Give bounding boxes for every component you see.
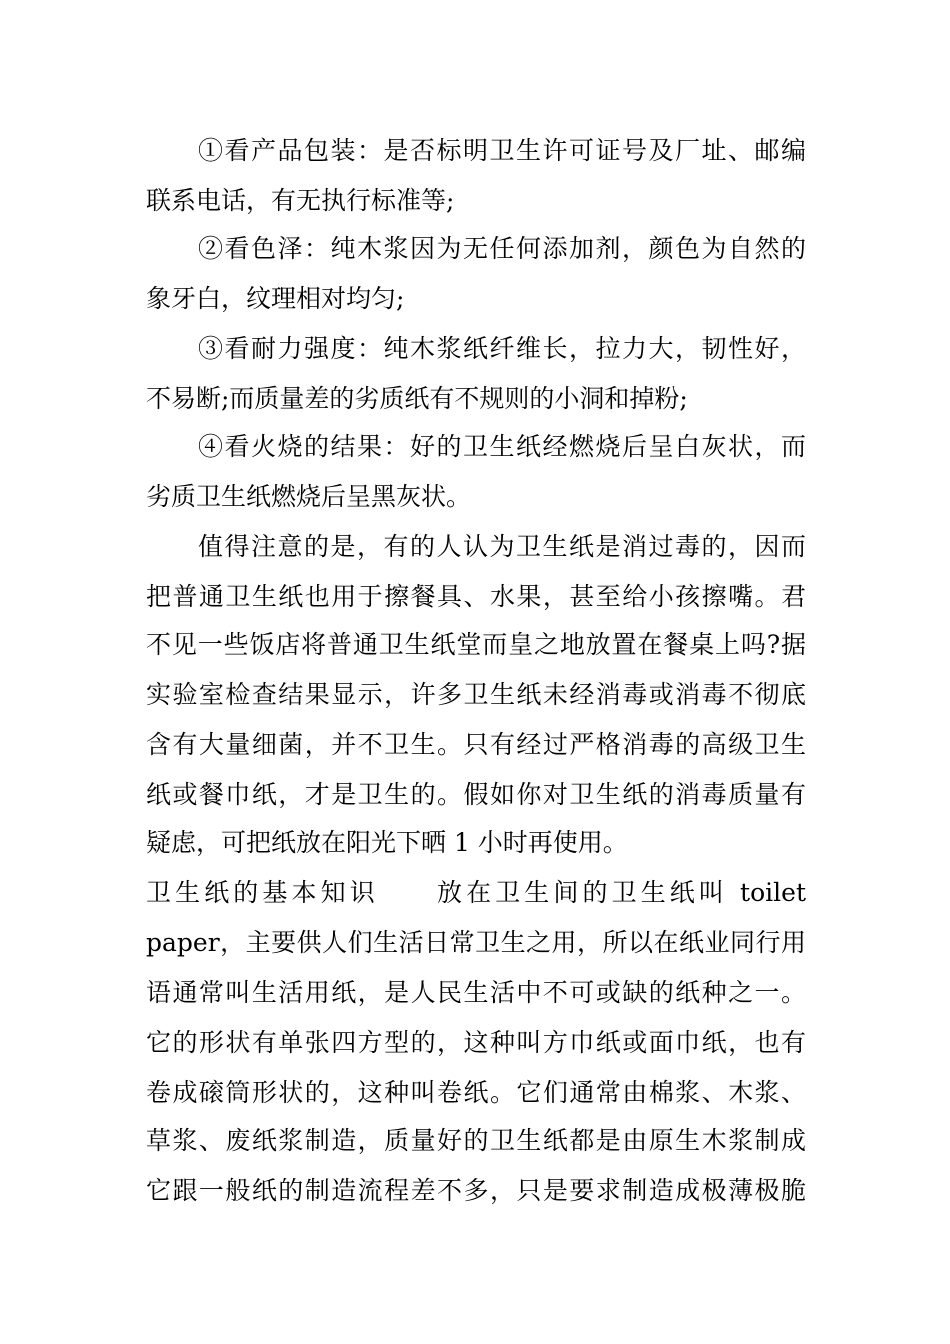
text-line: ④看火烧的结果：好的卫生纸经燃烧后呈白灰状，而: [198, 432, 806, 461]
text-line: 它的形状有单张四方型的，这种叫方巾纸或面巾纸，也有: [146, 1028, 806, 1057]
text-line: 它跟一般纸的制造流程差不多，只是要求制造成极薄极脆: [146, 1176, 806, 1205]
text-line: 象牙白，纹理相对均匀;: [146, 284, 405, 313]
text-line: 含有大量细菌，并不卫生。只有经过严格消毒的高级卫生: [146, 730, 806, 759]
text-line: 卫生纸的基本知识 放在卫生间的卫生纸叫 toilet: [146, 878, 806, 907]
text-line: ①看产品包装：是否标明卫生许可证号及厂址、邮编: [198, 136, 806, 165]
text-line: 不见一些饭店将普通卫生纸堂而皇之地放置在餐桌上吗?据: [146, 630, 806, 659]
text-line: 实验室检查结果显示，许多卫生纸未经消毒或消毒不彻底: [146, 680, 806, 709]
text-line: paper，主要供人们生活日常卫生之用，所以在纸业同行用: [146, 928, 806, 957]
text-line: 不易断;而质量差的劣质纸有不规则的小洞和掉粉;: [146, 384, 688, 413]
text-line: ②看色泽：纯木浆因为无任何添加剂，颜色为自然的: [198, 234, 806, 263]
text-line: 把普通卫生纸也用于擦餐具、水果，甚至给小孩擦嘴。君: [146, 582, 806, 611]
text-line: 草浆、废纸浆制造，质量好的卫生纸都是由原生木浆制成: [146, 1126, 806, 1155]
text-line: 卷成磙筒形状的，这种叫卷纸。它们通常由棉浆、木浆、: [146, 1078, 806, 1107]
text-line: 联系电话，有无执行标准等;: [146, 186, 455, 215]
text-line: 纸或餐巾纸，才是卫生的。假如你对卫生纸的消毒质量有: [146, 780, 806, 809]
text-line: ③看耐力强度：纯木浆纸纤维长，拉力大，韧性好，: [198, 334, 806, 363]
text-line: 语通常叫生活用纸，是人民生活中不可或缺的纸种之一。: [146, 978, 806, 1007]
text-line: 值得注意的是，有的人认为卫生纸是消过毒的，因而: [198, 532, 806, 561]
text-line: 劣质卫生纸燃烧后呈黑灰状。: [146, 482, 472, 511]
text-line: 疑虑，可把纸放在阳光下晒 1 小时再使用。: [146, 828, 628, 857]
